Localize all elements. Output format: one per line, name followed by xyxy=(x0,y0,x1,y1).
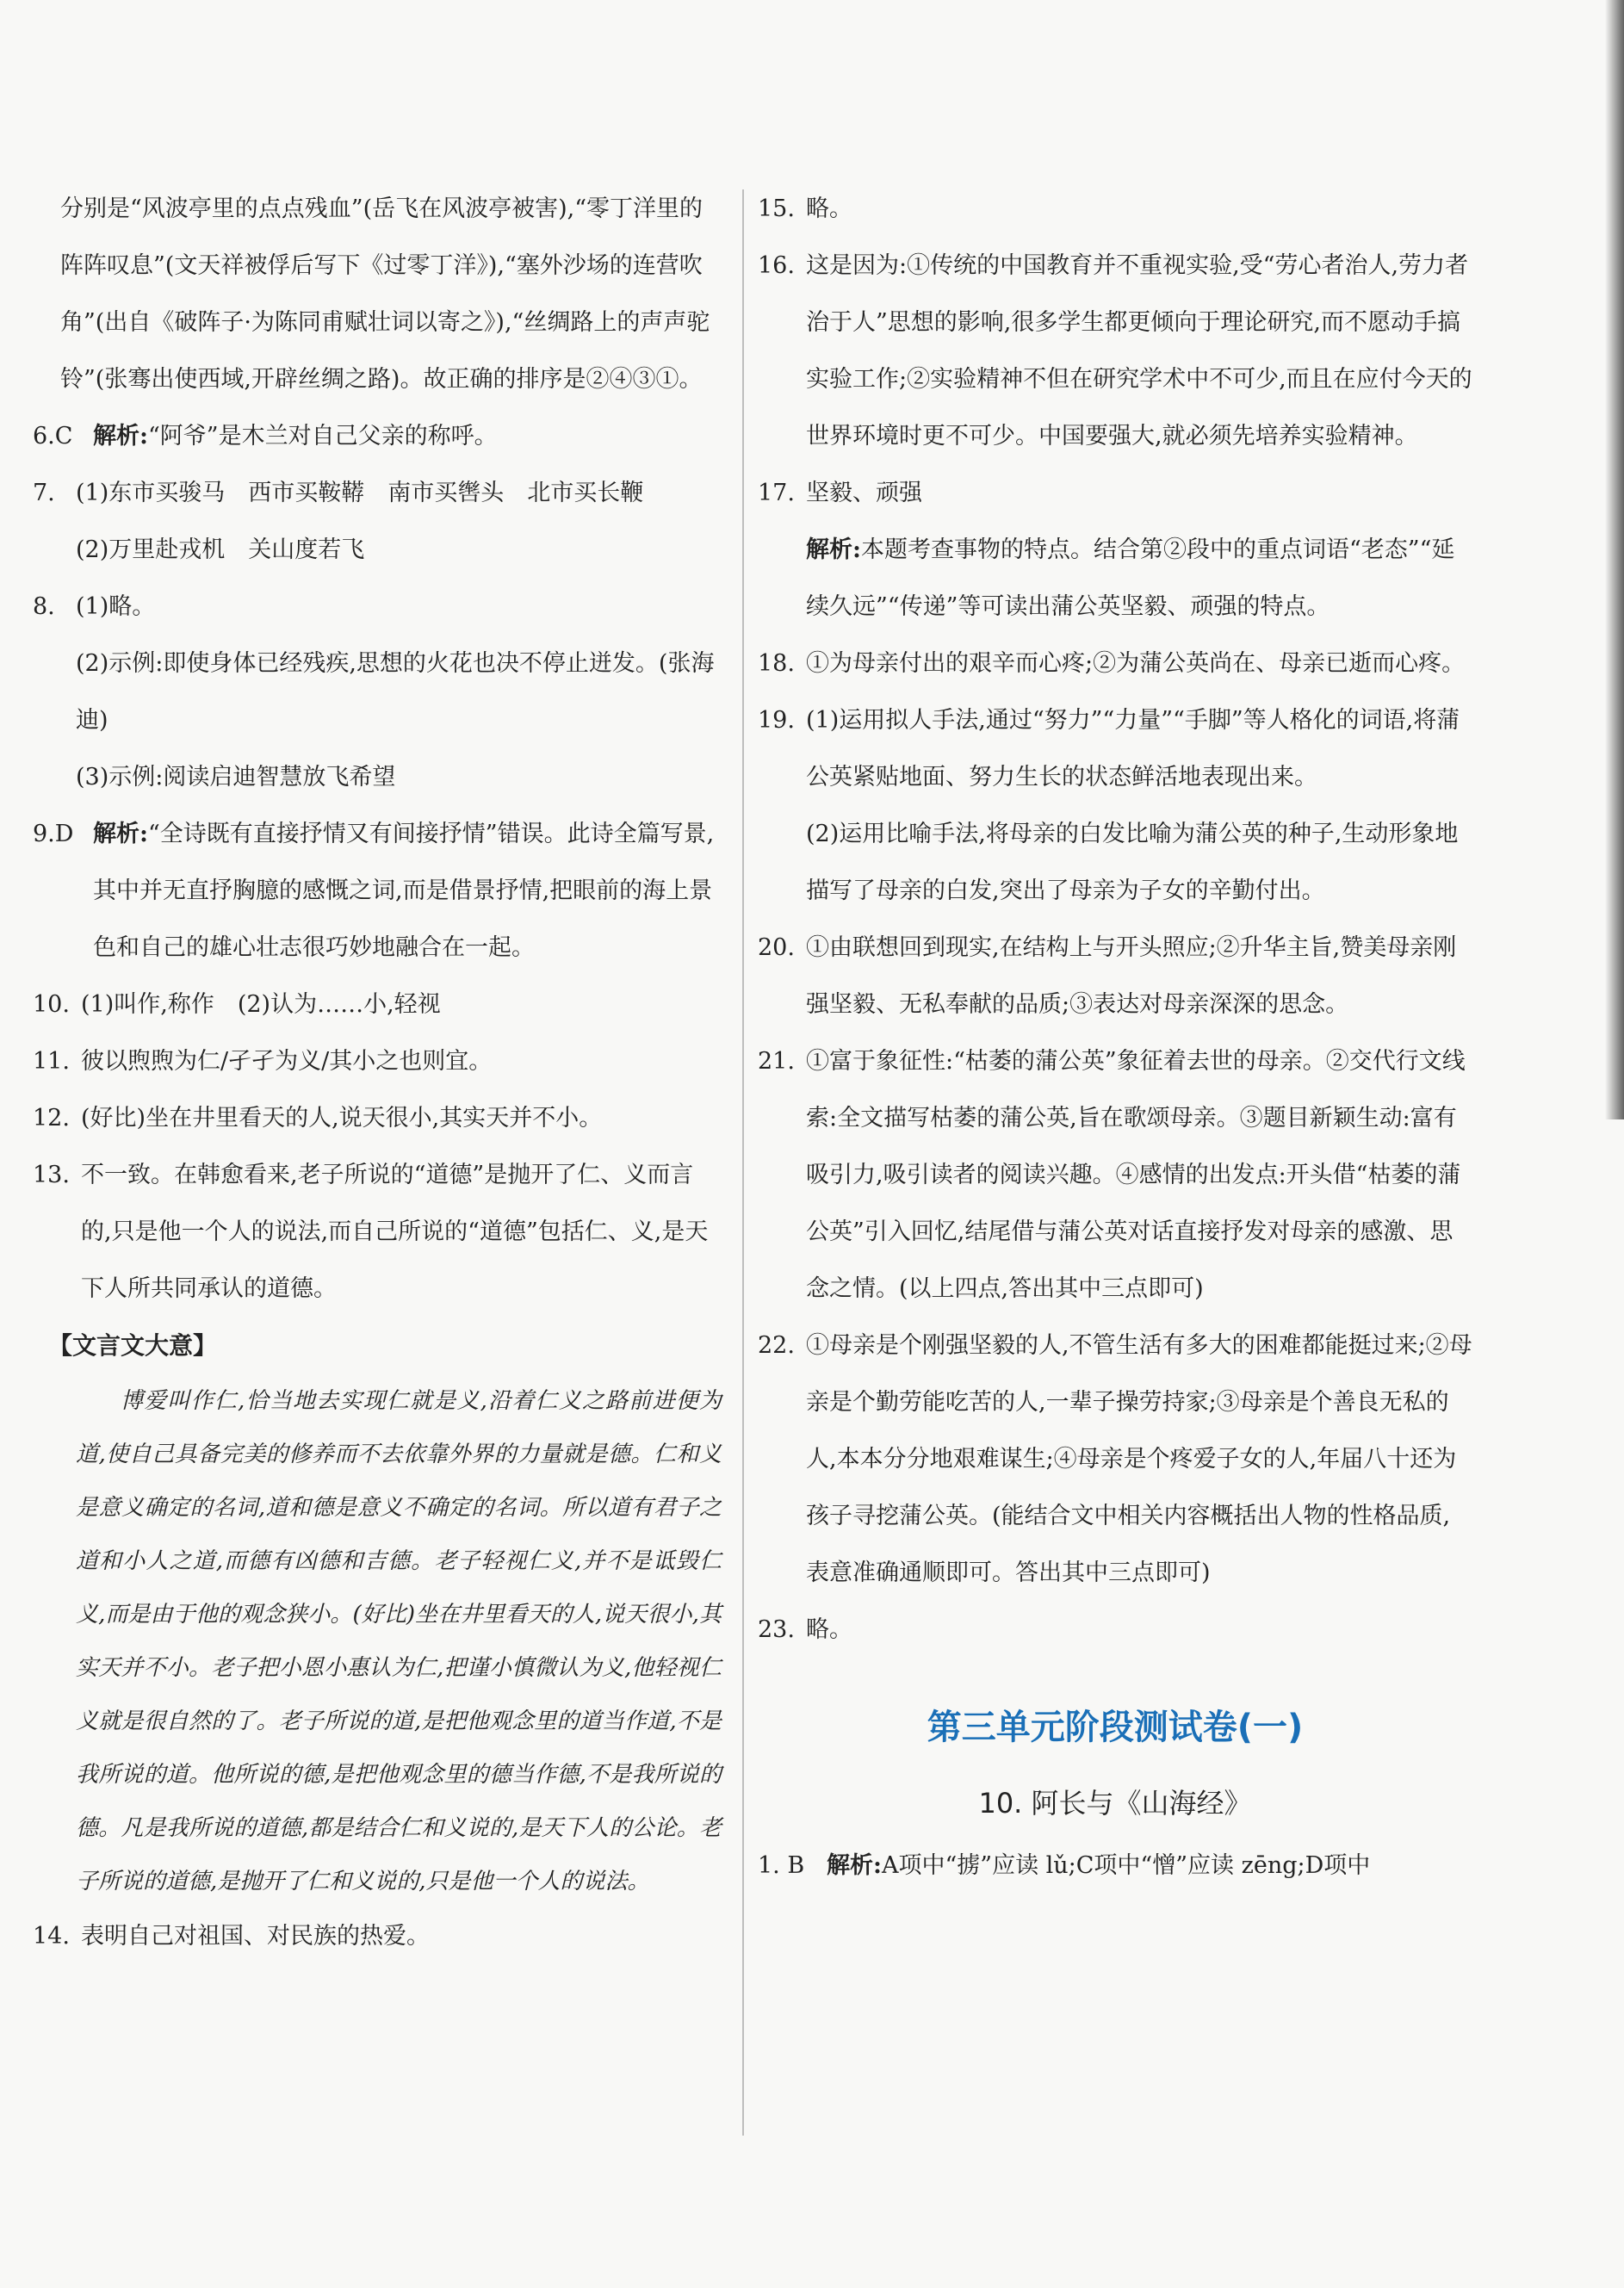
answer-10: 10. (1)叫作,称作 (2)认为……小,轻视 xyxy=(33,991,441,1018)
answer-17: 17. 坚毅、顽强 解析:本题考查事物的特点。结合第②段中的重点词语“老态”“延续久远”“传递”等可读出蒲公英坚毅、顽强的特点。 xyxy=(758,480,1455,620)
answer-8: 8. (1)略。 (2)示例:即使身体已经残疾,思想的火花也决不停止迸发。(张海迪) (3)示例:阅读启迪智慧放飞希望 xyxy=(33,593,715,791)
answer-12: 12. (好比)坐在井里看天的人,说天很小,其实天并不小。 xyxy=(33,1105,603,1132)
classical-translation-heading: 【文言文大意】 xyxy=(48,1331,218,1360)
analysis-label: 解析: xyxy=(806,536,861,563)
answer-7: 7. (1)东市买骏马 西市买鞍鞯 南市买辔头 北市买长鞭 (2)万里赴戎机 关山度若飞 xyxy=(33,480,644,563)
answer-18: 18. ①为母亲付出的艰辛而心疼;②为蒲公英尚在、母亲已逝而心疼。 xyxy=(758,650,1466,677)
answer-16: 16. 这是因为:①传统的中国教育并不重视实验,受“劳心者治人,劳力者治于人”思想的影响,很多学生都更倾向于理论研究,而不愿动手搞实验工作;②实验精神不但在研究学术中不可少,而且在应付今天的世界环境时更不可少。中国要强大,就必须先培养实验精神。 xyxy=(758,252,1472,450)
right-column xyxy=(758,181,1472,1894)
left-column xyxy=(33,181,722,1965)
answer-14: 14. 表明自己对祖国、对民族的热爱。 xyxy=(33,1923,430,1950)
answer-21: 21. ①富于象征性:“枯萎的蒲公英”象征着去世的母亲。②交代行文线索:全文描写枯萎的蒲公英,旨在歌颂母亲。③题目新颖生动:富有吸引力,吸引读者的阅读兴趣。④感情的出发点:开头借“枯萎的蒲公英”引入回忆,结尾借与蒲公英对话直接抒发对母亲的感激、思念之情。(以上四点,答出其中三点即可) xyxy=(758,1048,1466,1302)
answer-5-continuation: 分别是“风波亭里的点点残血”(岳飞在风波亭被害),“零丁洋里的阵阵叹息”(文天祥被俘后写下《过零丁洋》),“塞外沙场的连营吹角”(出自《破阵子·为陈同甫赋壮词以寄之》),“丝绸路上的声声驼铃”(张骞出使西域,开辟丝绸之路)。故正确的排序是②④③①。 xyxy=(60,195,710,393)
analysis-label: 解析: xyxy=(93,821,148,847)
answer-11: 11. 彼以煦煦为仁/孑孑为义/其小之也则宜。 xyxy=(33,1048,493,1075)
analysis-label: 解析: xyxy=(93,423,148,450)
answer-23: 23. 略。 xyxy=(758,1616,852,1643)
unit-title: 第三单元阶段测试卷(一) xyxy=(927,1708,1304,1747)
classical-translation-text: 博爱叫作仁,恰当地去实现仁就是义,沿着仁义之路前进便为道,使自己具备完美的修养而不去依靠外界的力量就是德。仁和义是意义确定的名词,道和德是意义不确定的名词。所以道有君子之道和小人之道,而德有凶德和吉德。老子轻视仁义,并不是诋毁仁义,而是由于他的观念狭小。(好比)坐在井里看天的人,说天很小,其实天并不小。老子把小恩小惠认为仁,把谨小慎微认为义,他轻视仁义就是很自然的了。老子所说的道,是把他观念里的道当作道,不是我所说的道。他所说的德,是把他观念里的德当作德,不是我所说的德。凡是我所说的道德,都是结合仁和义说的,是天下人的公论。老子所说的道德,是抛开了仁和义说的,只是他一个人的说法。 xyxy=(76,1388,722,1894)
answer-9: 9.D 解析:“全诗既有直接抒情又有间接抒情”错误。此诗全篇写景,其中并无直抒胸臆的感慨之词,而是借景抒情,把眼前的海上景色和自己的雄心壮志很巧妙地融合在一起。 xyxy=(33,821,715,961)
answer-15: 15. 略。 xyxy=(758,195,852,222)
column-divider xyxy=(742,189,744,2136)
answer-20: 20. ①由联想回到现实,在结构上与开头照应;②升华主旨,赞美母亲刚强坚毅、无私奉献的品质;③表达对母亲深深的思念。 xyxy=(758,934,1457,1018)
analysis-label: 解析: xyxy=(827,1852,882,1879)
lesson-title: 10. 阿长与《山海经》 xyxy=(978,1787,1252,1820)
answer-22: 22. ①母亲是个刚强坚毅的人,不管生活有多大的困难都能挺过来;②母亲是个勤劳能吃苦的人,一辈子操劳持家;③母亲是个善良无私的人,本本分分地艰难谋生;④母亲是个疼爱子女的人,年届八十还为孩子寻挖蒲公英。(能结合文中相关内容概括出人物的性格品质,表意准确通顺即可。答出其中三点即可) xyxy=(758,1332,1472,1586)
answer-1: 1. B 解析:A项中“掳”应读 lǔ;C项中“憎”应读 zēng;D项中 xyxy=(758,1852,1371,1879)
answer-6: 6.C 解析:“阿爷”是木兰对自己父亲的称呼。 xyxy=(33,423,498,450)
page-edge-shadow xyxy=(1605,0,1624,1119)
answer-19: 19. (1)运用拟人手法,通过“努力”“力量”“手脚”等人格化的词语,将蒲公英紧贴地面、努力生长的状态鲜活地表现出来。 (2)运用比喻手法,将母亲的白发比喻为蒲公英的种子,生动形象地描写了母亲的白发,突出了母亲为子女的辛勤付出。 xyxy=(758,707,1460,904)
answer-13: 13. 不一致。在韩愈看来,老子所说的“道德”是抛开了仁、义而言的,只是他一个人的说法,而自己所说的“道德”包括仁、义,是天下人所共同承认的道德。 xyxy=(33,1162,709,1302)
